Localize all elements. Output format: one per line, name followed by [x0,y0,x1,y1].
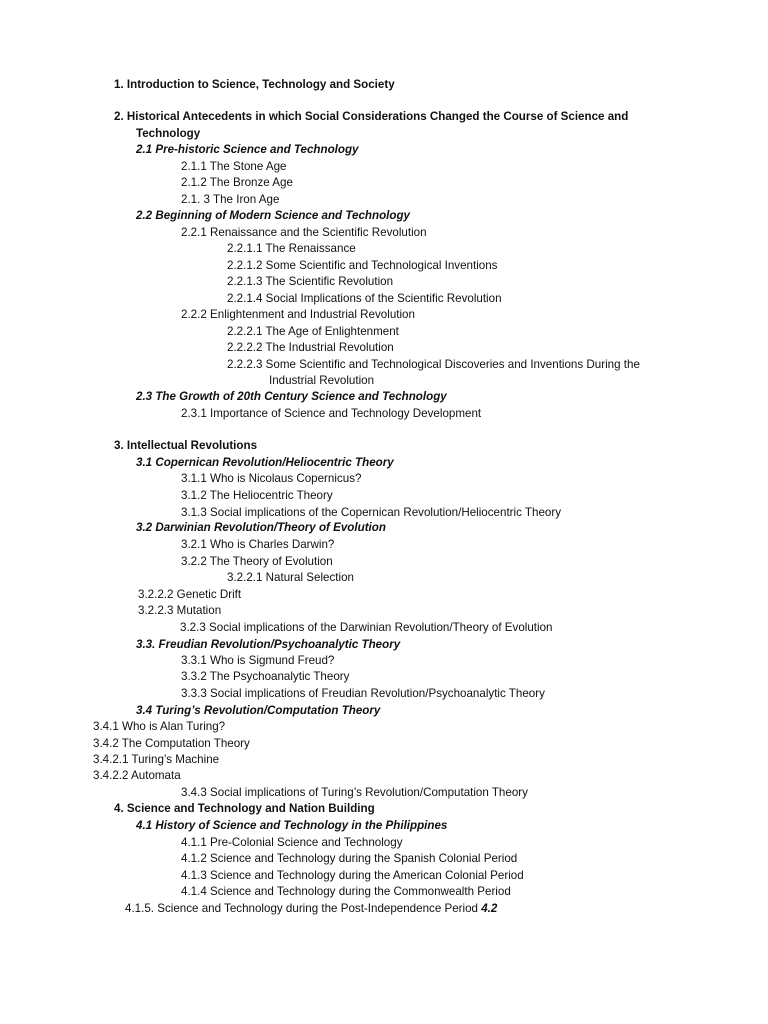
outline-item: 2.1. 3 The Iron Age [181,193,280,206]
section-3-3-heading: 3.3. Freudian Revolution/Psychoanalytic Theory [136,638,401,651]
section-2-heading: 2. Historical Antecedents in which Social Considerations Changed the Course of Science and [114,110,629,123]
outline-item: 4.1.1 Pre-Colonial Science and Technology [181,836,403,849]
outline-item: 3.2.2 The Theory of Evolution [181,555,333,568]
outline-item: 2.1.1 The Stone Age [181,160,287,173]
outline-item: 2.2.1.4 Social Implications of the Scientific Revolution [227,292,502,305]
section-1-heading: 1. Introduction to Science, Technology and Society [114,78,395,91]
outline-item: 2.2.2.1 The Age of Enlightenment [227,325,399,338]
outline-item: 3.2.3 Social implications of the Darwinian Revolution/Theory of Evolution [180,621,553,634]
outline-item: 2.2.2.3 Some Scientific and Technological Discoveries and Inventions During the [227,358,640,371]
outline-item: 3.3.1 Who is Sigmund Freud? [181,654,335,667]
outline-item: 4.1.4 Science and Technology during the Commonwealth Period [181,885,511,898]
outline-item: 3.1.3 Social implications of the Copernican Revolution/Heliocentric Theory [181,506,562,519]
section-4-1-heading: 4.1 History of Science and Technology in the Philippines [136,819,448,832]
outline-item-cont: Industrial Revolution [269,374,375,387]
outline-item: 3.2.2.1 Natural Selection [227,571,354,584]
outline-item: 2.3.1 Importance of Science and Technology Development [181,407,482,420]
outline-item: 3.4.2.1 Turing’s Machine [93,753,220,766]
outline-item: 2.2.1.2 Some Scientific and Technological Inventions [227,259,498,272]
outline-item: 4.1.2 Science and Technology during the Spanish Colonial Period [181,852,518,865]
section-3-heading: 3. Intellectual Revolutions [114,439,258,452]
section-2-2-heading: 2.2 Beginning of Modern Science and Technology [136,209,410,222]
section-2-heading-cont: Technology [136,127,201,140]
outline-item: 3.3.2 The Psychoanalytic Theory [181,670,350,683]
outline-item-text: 4.1.5. Science and Technology during the Post-Independence Period [125,902,482,915]
outline-item: 3.1.2 The Heliocentric Theory [181,489,333,502]
outline-item: 2.2.1 Renaissance and the Scientific Revolution [181,226,427,239]
outline-item: 4.1.3 Science and Technology during the American Colonial Period [181,869,524,882]
outline-item: 2.2.2.2 The Industrial Revolution [227,341,394,354]
outline-item: 3.3.3 Social implications of Freudian Revolution/Psychoanalytic Theory [181,687,545,700]
outline-item [125,902,497,916]
section-3-2-heading: 3.2 Darwinian Revolution/Theory of Evolution [136,521,386,534]
section-4-2-fragment: 4.2 [481,902,498,915]
outline-item: 3.2.2.2 Genetic Drift [138,588,242,601]
outline-item: 3.1.1 Who is Nicolaus Copernicus? [181,472,362,485]
section-2-3-heading: 2.3 The Growth of 20th Century Science and Technology [136,390,447,403]
outline-item: 3.2.2.3 Mutation [138,604,222,617]
outline-item: 2.1.2 The Bronze Age [181,176,293,189]
outline-item: 2.2.1.1 The Renaissance [227,242,356,255]
outline-item: 2.2.1.3 The Scientific Revolution [227,275,394,288]
outline-item: 3.4.2.2 Automata [93,769,181,782]
section-3-4-heading: 3.4 Turing’s Revolution/Computation Theory [136,704,381,717]
section-3-1-heading: 3.1 Copernican Revolution/Heliocentric Theory [136,456,394,469]
outline-item: 3.2.1 Who is Charles Darwin? [181,538,335,551]
section-4-heading: 4. Science and Technology and Nation Building [114,802,375,815]
section-2-1-heading: 2.1 Pre-historic Science and Technology [136,143,359,156]
outline-item: 3.4.1 Who is Alan Turing? [93,720,226,733]
outline-item: 3.4.3 Social implications of Turing’s Revolution/Computation Theory [181,786,528,799]
outline-item: 3.4.2 The Computation Theory [93,737,250,750]
outline-item: 2.2.2 Enlightenment and Industrial Revolution [181,308,415,321]
